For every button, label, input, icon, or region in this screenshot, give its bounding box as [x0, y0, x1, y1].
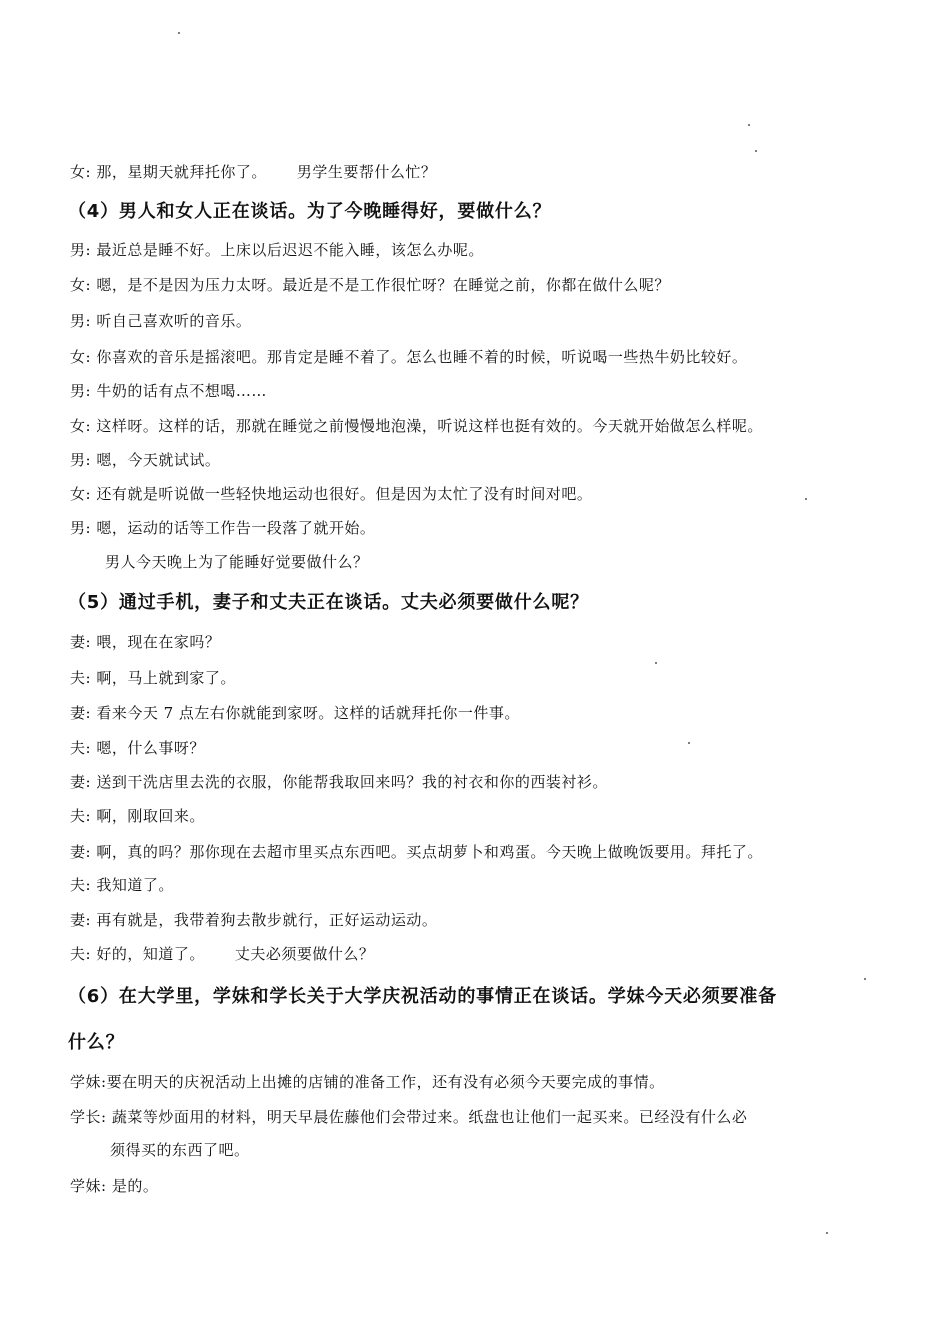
speaker-label: 学长: [70, 1108, 107, 1126]
utterance: 嗯，是不是因为压力太呀。最近是不是工作很忙呀？在睡觉之前，你都在做什么呢？ [96, 276, 670, 294]
scan-speck [178, 32, 180, 34]
speaker-label: 男: [70, 519, 92, 537]
dialogue-line [70, 738, 205, 758]
utterance: 啊，马上就到家了。 [96, 669, 236, 687]
section-heading-5: （5）通过手机，妻子和丈夫正在谈话。丈夫必须要做什么呢？ [68, 592, 589, 613]
utterance: 牛奶的话有点不想喝…… [96, 382, 267, 400]
utterance: 好的，知道了。 [96, 945, 205, 963]
dialogue-line [70, 311, 251, 331]
dialogue-line [70, 703, 520, 723]
utterance: 喂，现在在家吗？ [96, 633, 221, 651]
utterance: 啊，刚取回来。 [96, 807, 205, 825]
utterance: 听自己喜欢听的音乐。 [96, 312, 252, 330]
utterance: 看来今天 7 点左右你就能到家呀。这样的话就拜托你一件事。 [96, 704, 520, 722]
speaker-label: 妻: [70, 704, 92, 722]
speaker-label: 女: [70, 163, 92, 181]
speaker-label: 男: [70, 312, 92, 330]
utterance: 啊，真的吗？那你现在去超市里买点东西吧。买点胡萝卜和鸡蛋。今天晚上做晚饭要用。拜托了。 [96, 843, 763, 861]
scan-speck [864, 978, 866, 980]
question: 男人今天晚上为了能睡好觉要做什么？ [105, 553, 369, 571]
utterance: 蔬菜等炒面用的材料，明天早晨佐藤他们会带过来。纸盘也让他们一起买来。已经没有什么必 [111, 1108, 748, 1126]
speaker-label: 学妹: [70, 1177, 107, 1195]
utterance: 嗯，今天就试试。 [96, 451, 221, 469]
dialogue-line [70, 632, 220, 652]
speaker-label: 夫: [70, 739, 92, 757]
section-heading-6-cont: 什么？ [68, 1032, 125, 1053]
speaker-label: 女: [70, 485, 92, 503]
speaker-label: 夫: [70, 945, 92, 963]
dialogue-line [70, 240, 484, 260]
dialogue-line [70, 518, 375, 538]
utterance: 最近总是睡不好。上床以后迟迟不能入睡，该怎么办呢。 [96, 241, 484, 259]
utterance: 要在明天的庆祝活动上出摊的店铺的准备工作，还有没有必须今天要完成的事情。 [106, 1073, 665, 1091]
utterance: 你喜欢的音乐是摇滚吧。那肯定是睡不着了。怎么也睡不着的时候，听说喝一些热牛奶比较好。 [96, 348, 748, 366]
dialogue-line [70, 484, 592, 504]
scan-speck [805, 498, 807, 500]
section-heading-4: （4）男人和女人正在谈话。为了今晚睡得好，要做什么？ [68, 201, 552, 222]
section-heading-6: （6）在大学里，学妹和学长关于大学庆祝活动的事情正在谈话。学妹今天必须要准备 [68, 986, 777, 1007]
dialogue-line [70, 381, 267, 401]
speaker-label: 女: [70, 348, 92, 366]
utterance-continued: 须得买的东西了吧。 [110, 1141, 250, 1159]
speaker-label: 女: [70, 417, 92, 435]
speaker-label: 夫: [70, 669, 92, 687]
speaker-label: 妻: [70, 773, 92, 791]
question: 丈夫必须要做什么？ [234, 945, 375, 963]
utterance: 这样呀。这样的话，那就在睡觉之前慢慢地泡澡，听说这样也挺有效的。今天就开始做怎么样呢。 [96, 417, 763, 435]
dialogue-line [70, 772, 608, 792]
utterance: 是的。 [111, 1177, 159, 1195]
dialogue-line [70, 347, 747, 367]
dialogue-line [70, 944, 374, 964]
scan-speck [688, 742, 690, 744]
dialogue-line [70, 668, 236, 688]
dialogue-line [70, 450, 220, 470]
dialogue-line [70, 842, 763, 862]
speaker-label: 夫: [70, 807, 92, 825]
speaker-label: 夫: [70, 876, 92, 894]
dialogue-line [70, 162, 436, 182]
speaker-label: 男: [70, 382, 92, 400]
dialogue-line [70, 1107, 747, 1127]
speaker-label: 妻: [70, 633, 92, 651]
utterance: 我知道了。 [96, 876, 174, 894]
speaker-label: 妻: [70, 911, 92, 929]
speaker-label: 女: [70, 276, 92, 294]
dialogue-line [70, 806, 205, 826]
dialogue-line [70, 910, 437, 930]
dialogue-line [70, 1176, 158, 1196]
dialogue-line [70, 416, 763, 436]
speaker-label: 学妹: [70, 1073, 107, 1091]
utterance: 嗯，什么事呀？ [96, 739, 205, 757]
scan-speck [655, 662, 657, 664]
speaker-label: 妻: [70, 843, 92, 861]
speaker-label: 男: [70, 241, 92, 259]
utterance: 再有就是，我带着狗去散步就行，正好运动运动。 [96, 911, 438, 929]
utterance: 那，星期天就拜托你了。 [96, 163, 267, 181]
speaker-label: 男: [70, 451, 92, 469]
scan-speck [826, 1232, 828, 1234]
dialogue-line [70, 275, 670, 295]
utterance: 送到干洗店里去洗的衣服，你能帮我取回来吗？我的衬衣和你的西装衬衫。 [96, 773, 608, 791]
scan-speck [748, 124, 750, 126]
utterance: 嗯，运动的话等工作告一段落了就开始。 [96, 519, 376, 537]
dialogue-line [70, 875, 174, 895]
utterance: 还有就是听说做一些轻快地运动也很好。但是因为太忙了没有时间对吧。 [96, 485, 593, 503]
question: 男学生要帮什么忙？ [296, 163, 437, 181]
dialogue-line [70, 1072, 665, 1092]
scan-speck [755, 150, 757, 152]
